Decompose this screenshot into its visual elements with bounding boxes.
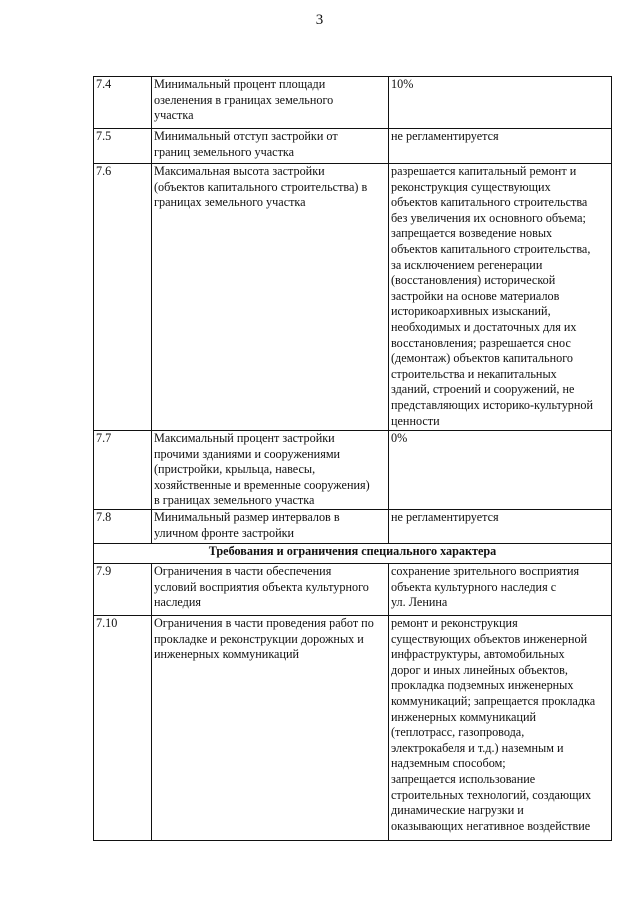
- row-number: 7.4: [94, 77, 152, 129]
- page-number: 3: [315, 12, 324, 28]
- parameter-value: 0%: [389, 431, 612, 510]
- parameter-value: разрешается капитальный ремонт и реконструкция существующих объектов капитального строительства без увеличения их основного объема; запрещается возведение новых объектов капитального строительства, за исключением регенерации (восстановления) исторической застройки на основе материалов историкоархивных изысканий, необходимых и достаточных для их восстановления; разрешается снос (демонтаж) объектов капитального строительства и некапитальных зданий, строений и сооружений, не представляющих историко-культурной ценности: [389, 164, 612, 431]
- parameter-value: не регламентируется: [389, 510, 612, 544]
- parameter-name: Ограничения в части обеспечения условий восприятия объекта культурного наследия: [152, 564, 389, 616]
- row-number: 7.9: [94, 564, 152, 616]
- parameter-name: Минимальный размер интервалов в уличном фронте застройки: [152, 510, 389, 544]
- parameter-value: 10%: [389, 77, 612, 129]
- table-row: [94, 564, 612, 616]
- regulations-table: [93, 76, 612, 841]
- section-title: Требования и ограничения специального характера: [94, 544, 612, 564]
- table-row: [94, 510, 612, 544]
- row-number: 7.7: [94, 431, 152, 510]
- section-header-row: [94, 544, 612, 564]
- parameter-name: Максимальная высота застройки (объектов капитального строительства) в границах земельного участка: [152, 164, 389, 431]
- parameter-name: Ограничения в части проведения работ по прокладке и реконструкции дорожных и инженерных коммуникаций: [152, 616, 389, 841]
- parameter-name: Минимальный процент площади озеленения в границах земельного участка: [152, 77, 389, 129]
- table-row: [94, 616, 612, 841]
- row-number: 7.8: [94, 510, 152, 544]
- table-row: [94, 431, 612, 510]
- parameter-value: не регламентируется: [389, 129, 612, 164]
- parameter-value: сохранение зрительного восприятия объекта культурного наследия с ул. Ленина: [389, 564, 612, 616]
- table-row: [94, 129, 612, 164]
- table-row: [94, 77, 612, 129]
- parameter-name: Максимальный процент застройки прочими зданиями и сооружениями (пристройки, крыльца, навесы, хозяйственные и временные сооружения) в границах земельного участка: [152, 431, 389, 510]
- table-row: [94, 164, 612, 431]
- parameter-name: Минимальный отступ застройки от границ земельного участка: [152, 129, 389, 164]
- row-number: 7.10: [94, 616, 152, 841]
- row-number: 7.6: [94, 164, 152, 431]
- row-number: 7.5: [94, 129, 152, 164]
- parameter-value: ремонт и реконструкция существующих объектов инженерной инфраструктуры, автомобильных дорог и иных линейных объектов, прокладка подземных инженерных коммуникаций; запрещается прокладка инженерных коммуникаций (теплотрасс, газопровода, электрокабеля и т.д.) наземным и надземным способом; запрещается использование строительных технологий, создающих динамические нагрузки и оказывающих негативное воздействие: [389, 616, 612, 841]
